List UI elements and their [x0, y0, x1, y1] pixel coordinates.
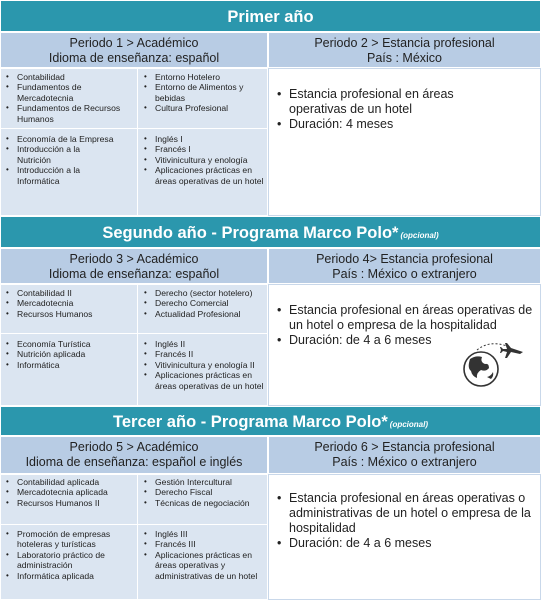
list-item: • Entorno de Alimentos y bebidas — [140, 82, 266, 103]
year2-optional: (opcional) — [400, 231, 439, 240]
year2-title: Segundo año - Programa Marco Polo* — [102, 224, 399, 242]
list-item: • Aplicaciones prácticas en áreas operativas y administrativas de un hotel — [140, 550, 266, 581]
list-item: • Vitivinicultura y enología — [140, 155, 266, 165]
list-item: • Aplicaciones prácticas en áreas operativas de un hotel — [140, 165, 266, 186]
year2-col2b — [140, 339, 267, 391]
globe-with-airplane-icon — [451, 339, 531, 389]
list-item: • Estancia profesional en áreas operativas o administrativas de un hotel o empresa de la hospitalidad — [275, 491, 535, 536]
list-item: • Inglés II — [140, 339, 267, 349]
list-item: • Recursos Humanos — [2, 309, 136, 319]
list-item: • Actualidad Profesional — [140, 309, 266, 319]
list-item: • Fundamentos de Recursos Humanos — [2, 103, 136, 124]
year3-left-head — [0, 436, 268, 474]
list-item: • Derecho Fiscal — [140, 487, 250, 497]
year1-right-head — [268, 32, 541, 68]
list-item: • Estancia profesional en áreas operativas de un hotel o empresa de la hospitalidad — [275, 303, 535, 333]
year2-right-head-line1: Periodo 4> Estancia profesional — [316, 252, 493, 266]
list-item: • Informática — [2, 360, 136, 370]
year2-internship-panel — [268, 284, 541, 406]
list-item: • Vitivinicultura y enología II — [140, 360, 267, 370]
year1-col2a — [140, 72, 266, 114]
year1-title: Primer año — [227, 8, 314, 26]
year3-left-head-line2: Idioma de enseñanza: español e inglés — [25, 455, 243, 469]
year3-col2a — [140, 477, 250, 508]
year3-title: Tercer año - Programa Marco Polo* — [113, 413, 388, 431]
year3-bar — [0, 406, 541, 436]
year1-col1a — [2, 72, 136, 124]
year2-bar — [0, 216, 541, 248]
year3-col2b — [140, 529, 266, 581]
list-item: • Aplicaciones prácticas en áreas operativas de un hotel — [140, 370, 267, 391]
list-item: • Duración: de 4 a 6 meses — [275, 333, 535, 348]
list-item: • Introducción a la Nutrición — [2, 144, 114, 165]
list-item: • Nutrición aplicada — [2, 349, 136, 359]
list-item: • Contabilidad aplicada — [2, 477, 136, 487]
year2-col1b — [2, 339, 136, 370]
list-item: • Mercadotecnia aplicada — [2, 487, 136, 497]
year1-right-head-line1: Periodo 2 > Estancia profesional — [314, 36, 495, 50]
list-item: • Entorno Hotelero — [140, 72, 266, 82]
year3-left-head-line1: Periodo 5 > Académico — [69, 440, 199, 454]
year2-col1a — [2, 288, 136, 319]
year3-right-head — [268, 436, 541, 474]
year1-col1b — [2, 134, 114, 186]
list-item: • Recursos Humanos II — [2, 498, 136, 508]
list-item: • Estancia profesional en áreas operativas de un hotel — [275, 87, 485, 117]
list-item: • Promoción de empresas hoteleras y turísticas — [2, 529, 136, 550]
list-item: • Técnicas de negociación — [140, 498, 250, 508]
list-item: • Francés I — [140, 144, 266, 154]
year1-left-head-line1: Periodo 1 > Académico — [69, 36, 199, 50]
list-item: • Francés III — [140, 539, 266, 549]
list-item: • Contabilidad II — [2, 288, 136, 298]
list-item: • Contabilidad — [2, 72, 136, 82]
year2-col2a — [140, 288, 266, 319]
list-item: • Mercadotecnia — [2, 298, 136, 308]
year1-bar — [0, 0, 541, 32]
list-item: • Derecho (sector hotelero) — [140, 288, 266, 298]
year1-right-head-line2: País : México — [366, 51, 443, 65]
year2-right-head-line2: País : México o extranjero — [332, 267, 477, 281]
list-item: • Inglés I — [140, 134, 266, 144]
year3-right-head-line1: Periodo 6 > Estancia profesional — [314, 440, 495, 454]
list-item: • Duración: de 4 a 6 meses — [275, 536, 535, 551]
year3-col1a — [2, 477, 136, 508]
list-item: • Gestión Intercultural — [140, 477, 250, 487]
year2-left-head — [0, 248, 268, 284]
list-item: • Economía Turística — [2, 339, 136, 349]
list-item: • Informática aplicada — [2, 571, 136, 581]
year2-left-head-line2: Idioma de enseñanza: español — [48, 267, 220, 281]
year1-internship-panel — [268, 68, 541, 216]
year2-left-head-line1: Periodo 3 > Académico — [69, 252, 199, 266]
list-item: • Inglés III — [140, 529, 266, 539]
list-item: • Fundamentos de Mercadotecnia — [2, 82, 136, 103]
list-item: • Duración: 4 meses — [275, 117, 485, 132]
list-item: • Laboratorio práctico de administración — [2, 550, 136, 571]
list-item: • Economía de la Empresa — [2, 134, 114, 144]
year3-col1b — [2, 529, 136, 581]
year1-left-head — [0, 32, 268, 68]
year3-optional: (opcional) — [389, 420, 428, 429]
list-item: • Introducción a la Informática — [2, 165, 114, 186]
list-item: • Francés II — [140, 349, 267, 359]
year1-col2b — [140, 134, 266, 186]
list-item: • Cultura Profesional — [140, 103, 266, 113]
year3-right-head-line2: País : México o extranjero — [332, 455, 477, 469]
year3-internship-panel — [268, 474, 541, 600]
year2-right-head — [268, 248, 541, 284]
year1-left-head-line2: Idioma de enseñanza: español — [48, 51, 220, 65]
list-item: • Derecho Comercial — [140, 298, 266, 308]
